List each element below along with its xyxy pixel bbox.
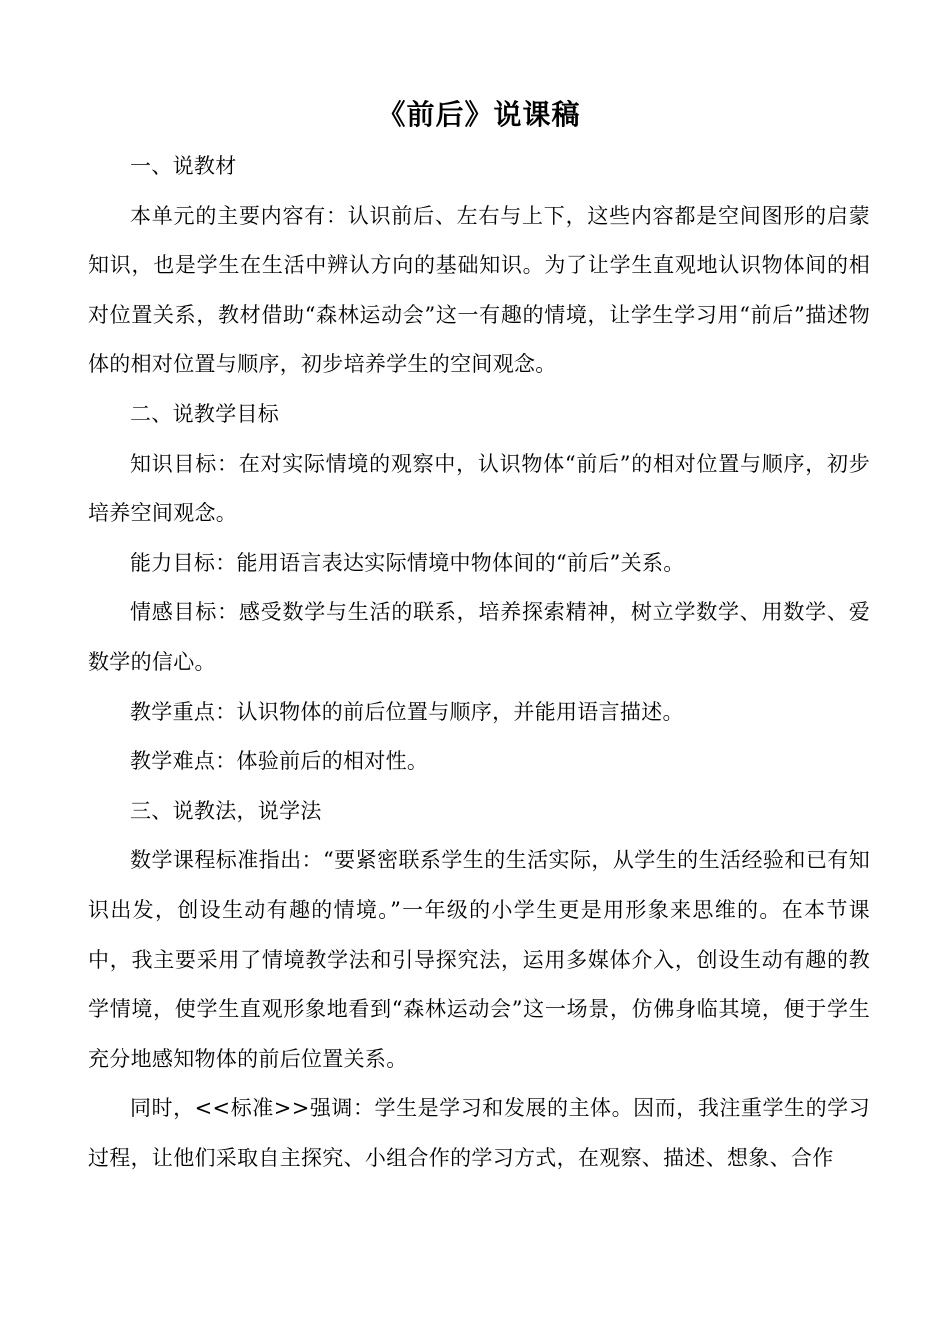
paragraph-learning-method: 同时，<<标准>>强调：学生是学习和发展的主体。因而，我注重学生的学习过程，让他们采取自主探究、小组合作的学习方式，在观察、描述、想象、合作 bbox=[88, 1096, 870, 1170]
paragraph-textbook-content: 本单元的主要内容有：认识前后、左右与上下，这些内容都是空间图形的启蒙知识，也是学生在生活中辨认方向的基础知识。为了让学生直观地认识物体间的相对位置关系，教材借助“森林运动会”这一有趣的情境，让学生学习用“前后”描述物体的相对位置与顺序，初步培养学生的空间观念。 bbox=[88, 203, 870, 377]
paragraph-ability-goal: 能力目标：能用语言表达实际情境中物体间的“前后”关系。 bbox=[130, 550, 685, 575]
section-heading-methods: 三、说教法，说学法 bbox=[130, 798, 322, 823]
section-heading-objectives: 二、说教学目标 bbox=[130, 401, 280, 426]
paragraph-knowledge-goal: 知识目标：在对实际情境的观察中，认识物体“前后”的相对位置与顺序，初步培养空间观念。 bbox=[88, 451, 870, 526]
paragraph-key-point: 教学重点：认识物体的前后位置与顺序，并能用语言描述。 bbox=[130, 699, 684, 724]
document-page bbox=[88, 92, 870, 1183]
section-heading-textbook: 一、说教材 bbox=[130, 154, 237, 178]
paragraph-difficult-point: 教学难点：体验前后的相对性。 bbox=[130, 749, 429, 774]
paragraph-teaching-method: 数学课程标准指出：“要紧密联系学生的生活实际，从学生的生活经验和已有知识出发，创设生动有趣的情境。”一年级的小学生更是用形象来思维的。在本节课中，我主要采用了情境教学法和引导探究法，运用多媒体介入，创设生动有趣的教学情境，使学生直观形象地看到“森林运动会”这一场景，仿佛身临其境，便于学生充分地感知物体的前后位置关系。 bbox=[88, 848, 870, 1071]
document-title: 《前后》说课稿 bbox=[377, 98, 581, 131]
paragraph-emotion-goal: 情感目标：感受数学与生活的联系，培养探索精神，树立学数学、用数学、爱数学的信心。 bbox=[88, 600, 870, 674]
